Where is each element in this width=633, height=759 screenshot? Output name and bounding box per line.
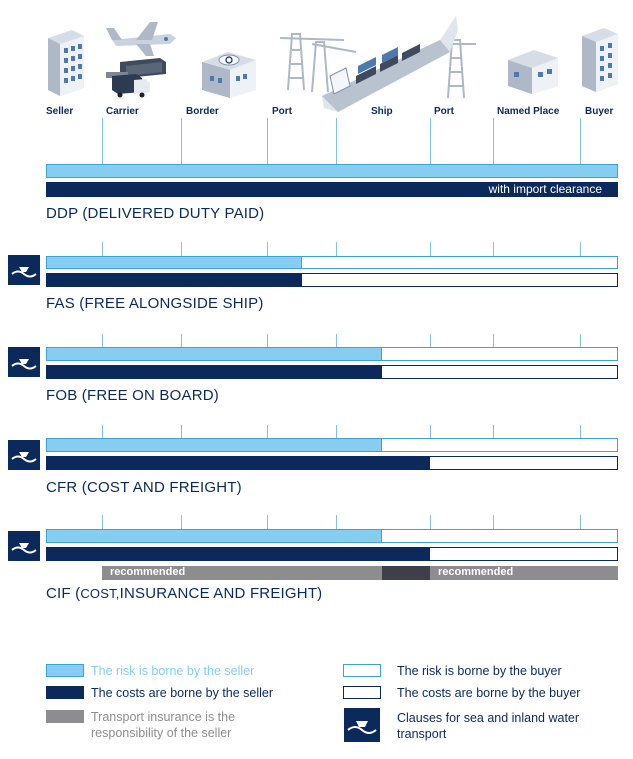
legend-cost-buyer-swatch (343, 686, 381, 699)
customs-building-icon (202, 52, 256, 98)
legend-cost-seller-swatch (46, 686, 84, 699)
column-label-buyer: Buyer (585, 106, 614, 117)
legend-cost-seller-text: The costs are borne by the seller (91, 686, 274, 700)
cif-risk-seller-bar (46, 529, 382, 543)
guide-line (493, 334, 494, 348)
guide-line (580, 242, 581, 256)
fob-cost-seller-bar (46, 365, 382, 379)
guide-line (493, 118, 494, 165)
legend-sea-clauses-text: Clauses for sea and inland water transport (397, 711, 580, 741)
guide-line (493, 425, 494, 439)
guide-line (336, 118, 337, 165)
legend-insurance-swatch (46, 710, 84, 723)
warehouse-icon (508, 50, 558, 94)
cfr-risk-seller-bar (46, 438, 382, 452)
column-label-port-destination: Port (434, 106, 454, 117)
column-label-border: Border (186, 106, 219, 117)
ddp-title: DDP (DELIVERED DUTY PAID) (46, 205, 265, 222)
wave-ship-icon (8, 347, 40, 377)
guide-line (580, 118, 581, 165)
guide-line (336, 515, 337, 529)
guide-line (181, 242, 182, 256)
guide-line (102, 515, 103, 529)
cif-insurance-overlap-bar (382, 566, 430, 580)
legend-insurance-text: Transport insurance is the responsibility of the seller (91, 710, 236, 740)
guide-line (181, 118, 182, 165)
guide-line (493, 242, 494, 256)
cif-title-part-a: CIF ( (46, 585, 81, 602)
airplane-icon (106, 22, 176, 56)
wave-ship-icon (8, 531, 40, 561)
guide-line (181, 515, 182, 529)
cfr-title: CFR (COST AND FREIGHT) (46, 479, 242, 496)
guide-line (580, 334, 581, 348)
guide-line (181, 425, 182, 439)
guide-line (102, 118, 103, 165)
column-label-carrier: Carrier (106, 106, 139, 117)
ship-icon (322, 16, 458, 112)
transport-illustration (0, 0, 633, 120)
building-icon (582, 28, 618, 92)
fob-risk-seller-bar (46, 347, 382, 361)
guide-line (336, 425, 337, 439)
column-label-ship: Ship (371, 106, 393, 117)
fas-title: FAS (FREE ALONGSIDE SHIP) (46, 295, 264, 312)
column-label-named-place: Named Place (497, 106, 560, 117)
cif-cost-seller-bar (46, 547, 430, 561)
fob-title: FOB (FREE ON BOARD) (46, 387, 219, 404)
legend-risk-buyer-swatch (343, 664, 381, 677)
guide-line (430, 118, 431, 165)
guide-line (336, 334, 337, 348)
guide-line (493, 515, 494, 529)
guide-line (181, 334, 182, 348)
guide-line (430, 515, 431, 529)
ddp-risk-seller-bar (46, 164, 618, 178)
guide-line (336, 242, 337, 256)
cif-title-part-c: INSURANCE AND FREIGHT) (119, 585, 323, 602)
ddp-clearance-label: with import clearance (488, 182, 602, 196)
truck-icon (112, 74, 150, 98)
guide-line (102, 425, 103, 439)
legend-risk-seller-swatch (46, 664, 84, 677)
guide-line (267, 118, 268, 165)
cif-insurance-bar-right: recommended (430, 566, 618, 580)
legend-cost-buyer-text: The costs are borne by the buyer (397, 686, 581, 700)
guide-line (267, 425, 268, 439)
guide-line (267, 515, 268, 529)
guide-line (267, 242, 268, 256)
legend-risk-seller-text: The risk is borne by the seller (91, 664, 255, 678)
legend-risk-buyer-text: The risk is borne by the buyer (397, 664, 562, 678)
guide-line (430, 242, 431, 256)
wave-ship-icon (8, 440, 40, 470)
guide-line (267, 334, 268, 348)
cif-title-part-b: COST, (80, 586, 120, 601)
guide-line (102, 242, 103, 256)
cif-insurance-bar-left: recommended (102, 566, 382, 580)
column-label-port-origin: Port (272, 106, 292, 117)
guide-line (430, 425, 431, 439)
column-label-seller: Seller (46, 106, 74, 117)
guide-line (430, 334, 431, 348)
wave-ship-icon (8, 255, 40, 285)
cfr-cost-seller-bar (46, 456, 430, 470)
building-icon (48, 30, 84, 96)
cif-title (46, 585, 322, 602)
fas-risk-seller-bar (46, 256, 302, 269)
wave-ship-icon (344, 708, 380, 742)
guide-line (102, 334, 103, 348)
fas-cost-seller-bar (46, 273, 302, 287)
guide-line (580, 425, 581, 439)
guide-line (580, 515, 581, 529)
